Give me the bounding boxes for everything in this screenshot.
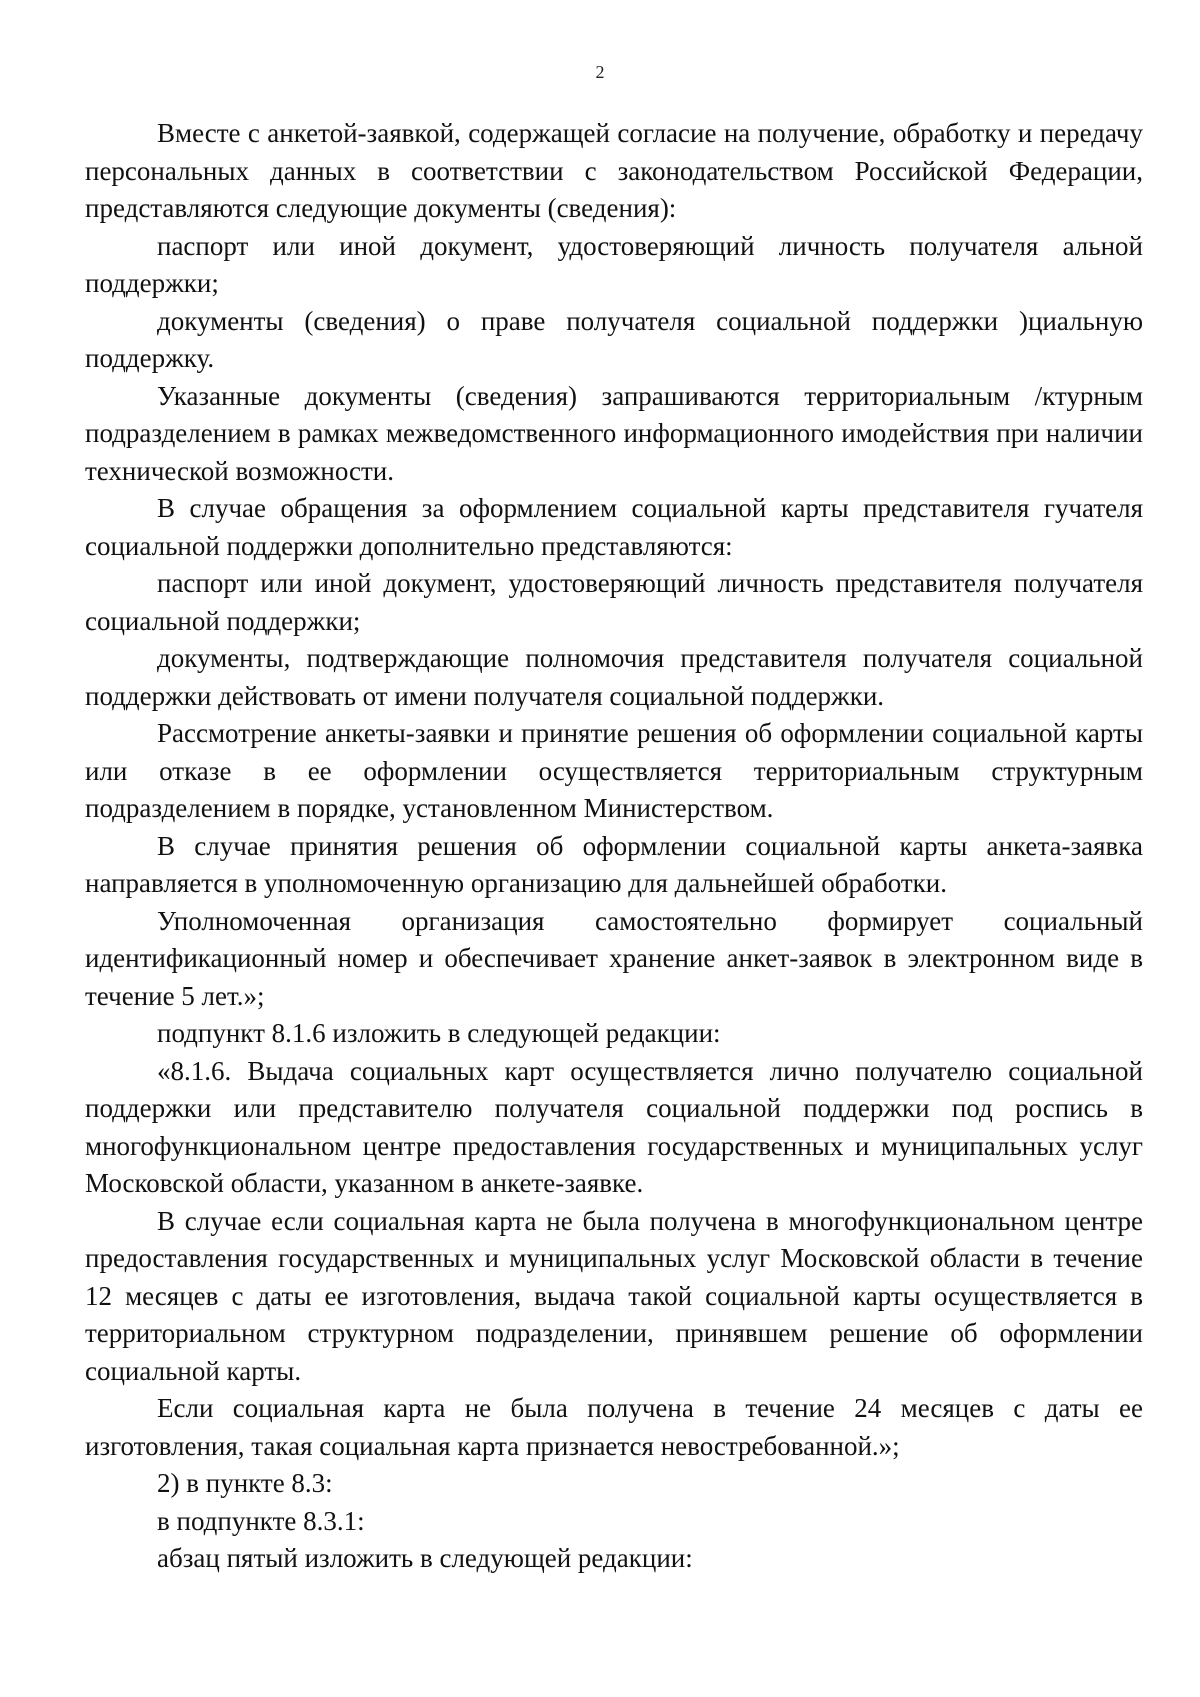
paragraph-subclause-8-1-6-intro: подпункт 8.1.6 изложить в следующей редакции:: [157, 1018, 721, 1048]
document-body: [85, 115, 1143, 1578]
paragraph-passport: паспорт или иной документ, удостоверяющий личность получателя альной поддержки;: [85, 230, 1143, 298]
paragraph-subpoint-8-3-1: в подпункте 8.3.1:: [157, 1505, 365, 1536]
paragraph-fifth-paragraph: абзац пятый изложить в следующей редакции:: [157, 1543, 693, 1573]
paragraph-not-received-12-months: В случае если социальная карта не была получена в многофункциональном центре предоставления государственных и муниципальных услуг Московской области в течение 12 месяцев с даты ее изготовления, выдача такой социальной карты осуществляется в территориальном структурном подразделении, принявшем решение об оформлении социальной карты.: [85, 1205, 1143, 1386]
paragraph-representative-authority: документы, подтверждающие полномочия представителя получателя социальной поддержки действовать от имени получателя социальной поддержки.: [85, 643, 1143, 711]
paragraph-representative-case: В случае обращения за оформлением социальной карты представителя гучателя социальной поддержки дополнительно представляются:: [85, 493, 1143, 561]
paragraph-requested-documents: Указанные документы (сведения) запрашиваются территориальным /ктурным подразделением в рамках межведомственного информационного имодействия при наличии технической возможности.: [85, 380, 1143, 486]
paragraph-representative-passport: паспорт или иной документ, удостоверяющий личность представителя получателя социальной поддержки;: [85, 568, 1143, 636]
page-number: 2: [595, 62, 605, 82]
paragraph-authorized-organization: Уполномоченная организация самостоятельно формирует социальный идентификационный номер и обеспечивает хранение анкет-заявок в электронном виде в течение 5 лет.»;: [85, 905, 1143, 1011]
paragraph-rights-documents: документы (сведения) о праве получателя социальной поддержки )циальную поддержку.: [85, 305, 1143, 373]
paragraph-review: Рассмотрение анкеты-заявки и принятие решения об оформлении социальной карты или отказе в ее оформлении осуществляется территориальным структурным подразделением в порядке, установленном Министерством.: [85, 718, 1143, 823]
paragraph-not-received-24-months: Если социальная карта не была получена в течение 24 месяцев с даты ее изготовления, такая социальная карта признается невостребованной.»;: [85, 1393, 1143, 1461]
paragraph-point-8-3: 2) в пункте 8.3:: [157, 1468, 333, 1498]
paragraph-intro: Вместе с анкетой-заявкой, содержащей согласие на получение, обработку и передачу персональных данных в соответствии с законодательством Российской Федерации, представляются следующие документы (сведения):: [85, 118, 1143, 223]
paragraph-decision: В случае принятия решения об оформлении социальной карты анкета-заявка направляется в уполномоченную организацию для дальнейшей обработки.: [85, 830, 1143, 898]
paragraph-clause-8-1-6: «8.1.6. Выдача социальных карт осуществляется лично получателю социальной поддержки или представителю получателя социальной поддержки под роспись в многофункциональном центре предоставления государственных и муниципальных услуг Московской области, указанном в анкете-заявке.: [85, 1055, 1143, 1198]
